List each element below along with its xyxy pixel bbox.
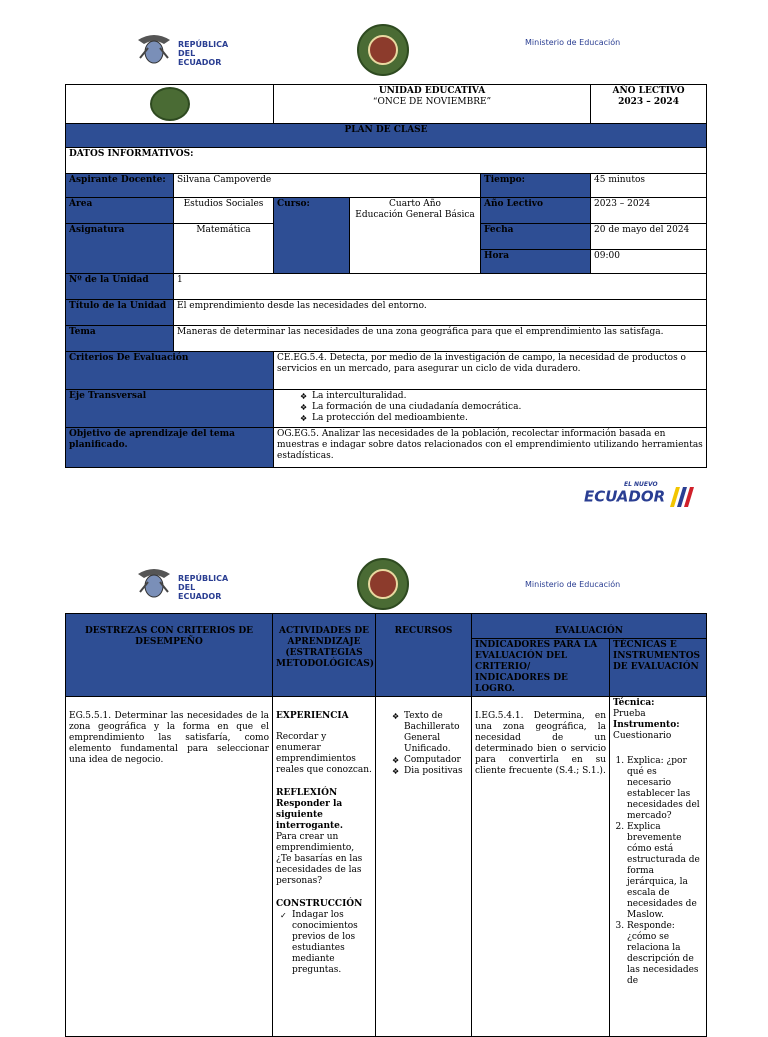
reflexion-bold: Responder la siguiente interrogante. <box>276 799 344 831</box>
header-destrezas: DESTREZAS CON CRITERIOS DE DESEMPEÑO <box>66 614 273 697</box>
flag-stripes-icon <box>670 487 700 507</box>
republica-logo <box>134 28 234 68</box>
reflexion-text: Para crear un emprendimiento, ¿Te basarías en las necesidades de las personas? <box>276 832 363 886</box>
eje-list <box>274 390 707 428</box>
pregunta-item: 1. Explica: ¿por qué es necesario establecer las necesidades del mercado? <box>627 756 703 822</box>
tema-value: Maneras de determinar las necesidades de una zona geográfica para que el emprendimiento las satisfaga. <box>174 326 707 352</box>
plan-title: PLAN DE CLASE <box>66 124 707 148</box>
curso-value <box>350 198 481 274</box>
ano-value: 2023 – 2024 <box>591 198 707 224</box>
fecha-value: 20 de mayo del 2024 <box>591 224 707 250</box>
objetivo-label: Objetivo de aprendizaje del tema planificado. <box>66 428 274 468</box>
recurso-item: ❖ Computador <box>404 755 468 766</box>
tema-label: Tema <box>66 326 174 352</box>
objetivo-value: OG.EG.5. Analizar las necesidades de la población, recolectar información basada en muestras e indagar sobre datos relacionados con el emprendimiento utilizando herramientas estadísticas. <box>274 428 707 468</box>
school-name: UNIDAD EDUCATIVA <box>378 86 486 96</box>
school-seal-icon-2 <box>357 558 409 610</box>
asignatura-label: Asignatura <box>66 224 174 274</box>
hora-value: 09:00 <box>591 250 707 274</box>
curso-label: Curso: <box>274 198 350 274</box>
actividades-cell <box>273 697 376 1037</box>
coat-of-arms-icon <box>134 28 174 68</box>
hora-label: Hora <box>481 250 591 274</box>
republica-line1: REPÚBLICA <box>178 574 229 583</box>
school-year-value: 2023 – 2024 <box>618 97 679 107</box>
school-seal-cell <box>66 85 274 124</box>
eje-item: ❖ La interculturalidad. <box>312 391 703 402</box>
ecuador-text: ECUADOR <box>584 487 666 506</box>
header-recursos: RECURSOS <box>376 614 472 697</box>
instrumento-value: Cuestionario <box>613 731 672 741</box>
republica-line2: DEL ECUADOR <box>178 49 222 67</box>
tiempo-value: 45 minutos <box>591 174 707 198</box>
experiencia-text: Recordar y enumerar emprendimientos reales que conozcan. <box>276 732 372 775</box>
titulo-value: El emprendimiento desde las necesidades del entorno. <box>174 300 707 326</box>
school-year-label: AÑO LECTIVO <box>612 86 685 96</box>
school-quote: “ONCE DE NOVIEMBRE” <box>372 97 492 107</box>
ministerio-label: Ministerio de Educación <box>525 38 621 47</box>
aspirante-value: Silvana Campoverde <box>174 174 481 198</box>
eje-label: Eje Transversal <box>66 390 274 428</box>
area-value: Estudios Sociales <box>174 198 274 224</box>
tecnica-label: Técnica: <box>613 698 655 708</box>
school-seal-small-icon <box>150 87 190 121</box>
ministerio-label-2: Ministerio de Educación <box>525 580 621 589</box>
header-actividades: ACTIVIDADES DE APRENDIZAJE (ESTRATEGIAS METODOLÓGICAS) <box>273 614 376 697</box>
recurso-item: ❖ Dia positivas <box>404 766 468 777</box>
eje-item: ❖ La protección del medioambiente. <box>312 413 703 424</box>
experiencia-heading: EXPERIENCIA <box>276 711 349 721</box>
criterios-value: CE.EG.5.4. Detecta, por medio de la investigación de campo, la necesidad de productos o servicios en un mercado, para asegurar un ciclo de vida duradero. <box>274 352 707 390</box>
republica-line2: DEL ECUADOR <box>178 583 222 601</box>
datos-informativos: DATOS INFORMATIVOS: <box>66 148 707 174</box>
recurso-item: ❖ Texto de Bachillerato General Unificado. <box>404 711 468 755</box>
aspirante-label: Aspirante Docente: <box>66 174 174 198</box>
curso-value-2: Educación General Básica <box>355 210 475 220</box>
indicador-cell: I.EG.5.4.1. Determina, en una zona geográfica, la necesidad de un determinado bien o servicio para convertirla en su cliente frecuente (S.4.; S.1.). <box>472 697 610 1037</box>
header-tecnicas: TÉCNICAS E INSTRUMENTOS DE EVALUACIÓN <box>610 639 707 697</box>
fecha-label: Fecha <box>481 224 591 250</box>
tiempo-label: Tiempo: <box>481 174 591 198</box>
tecnica-value: Prueba <box>613 709 646 719</box>
titulo-label: Título de la Unidad <box>66 300 174 326</box>
activities-table <box>65 613 707 1037</box>
coat-of-arms-icon <box>134 562 174 602</box>
curso-value-1: Cuarto Año <box>389 199 441 209</box>
school-seal-icon <box>357 24 409 76</box>
school-name-cell <box>274 85 591 124</box>
header-indicadores: INDICADORES PARA LA EVALUACIÓN DEL CRITERIO/ INDICADORES DE LOGRO. <box>472 639 610 697</box>
republica-line1: REPÚBLICA <box>178 40 229 49</box>
instrumento-label: Instrumento: <box>613 720 680 730</box>
pregunta-item: 2. Explica brevemente cómo está estructurada de forma jerárquica, la escala de necesidades de Maslow. <box>627 822 703 921</box>
construccion-heading: CONSTRUCCIÓN <box>276 899 363 909</box>
el-nuevo-text: EL NUEVO <box>624 481 658 488</box>
asignatura-value: Matemática <box>174 224 274 274</box>
republica-logo-2 <box>134 562 234 602</box>
area-label: Área <box>66 198 174 224</box>
unidad-label: Nº de la Unidad <box>66 274 174 300</box>
unidad-value: 1 <box>174 274 707 300</box>
reflexion-heading: REFLEXIÓN <box>276 788 338 798</box>
pregunta-item: 3. Responde: ¿cómo se relaciona la descripción de las necesidades de <box>627 921 703 987</box>
el-nuevo-ecuador-logo <box>584 481 700 507</box>
ano-label: Año Lectivo <box>481 198 591 224</box>
criterios-label: Criterios De Evaluación <box>66 352 274 390</box>
construccion-item: ✓ Indagar los conocimientos previos de los estudiantes mediante preguntas. <box>292 910 372 976</box>
plan-table <box>65 84 707 468</box>
school-year-cell <box>591 85 707 124</box>
recursos-cell <box>376 697 472 1037</box>
tecnicas-cell <box>610 697 707 1037</box>
eje-item: ❖ La formación de una ciudadanía democrática. <box>312 402 703 413</box>
destreza-cell: EG.5.5.1. Determinar las necesidades de la zona geográfica y la forma en que el emprendimiento las satisfaría, como elemento fundamental para seleccionar una idea de negocio. <box>66 697 273 1037</box>
header-evaluacion: EVALUACIÓN <box>472 614 707 639</box>
